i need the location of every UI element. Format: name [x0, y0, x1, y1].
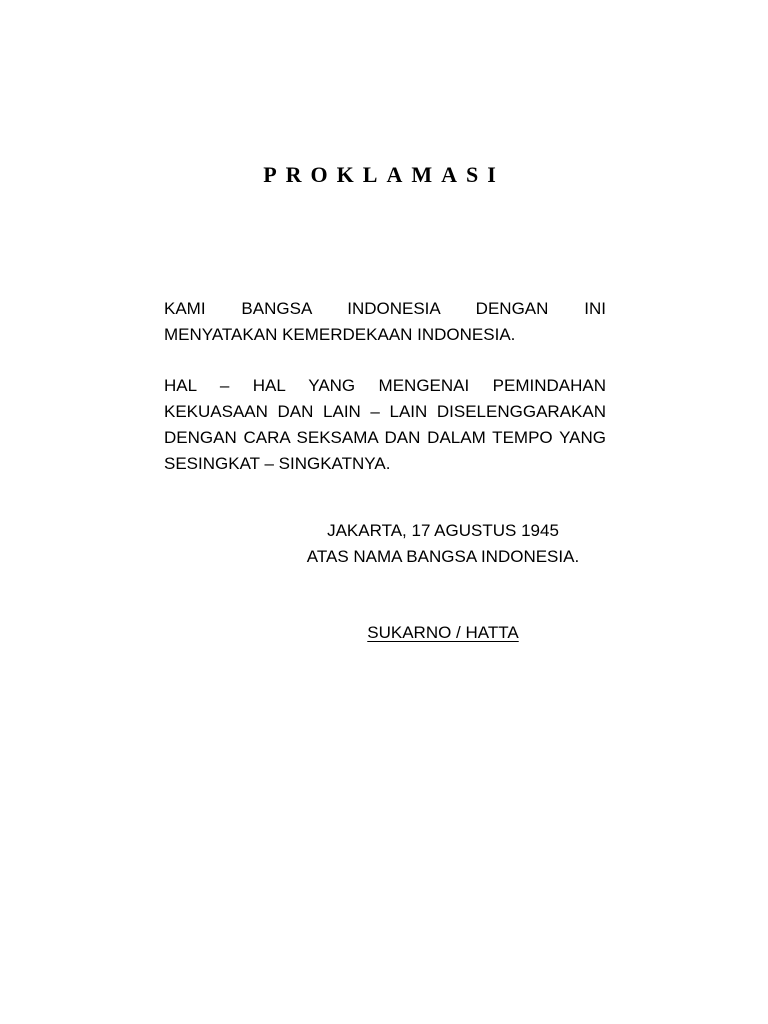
proclamation-paragraph-1 [164, 296, 606, 348]
place-and-date: JAKARTA, 17 AGUSTUS 1945 [327, 521, 559, 540]
proclamation-paragraph-2 [164, 373, 606, 477]
paragraph-2-line: HAL – HAL YANG MENGENAI PEMINDAHAN [164, 376, 606, 395]
paragraph-2-line: KEKUASAAN DAN LAIN – LAIN DISELENGGARAKAN [164, 402, 606, 421]
paragraph-2-line: DENGAN CARA SEKSAMA DAN DALAM TEMPO YANG [164, 428, 606, 447]
paragraph-1-line: KAMI BANGSA INDONESIA DENGAN INI [164, 299, 606, 318]
on-behalf-line: ATAS NAMA BANGSA INDONESIA. [306, 547, 580, 566]
document-title: PROKLAMASI [263, 162, 505, 187]
paragraph-2-line: SESINGKAT – SINGKATNYA. [164, 454, 391, 473]
signatories [302, 620, 584, 645]
paragraph-1-line: MENYATAKAN KEMERDEKAAN INDONESIA. [164, 325, 516, 344]
signatories-names: SUKARNO / HATTA [367, 623, 519, 642]
